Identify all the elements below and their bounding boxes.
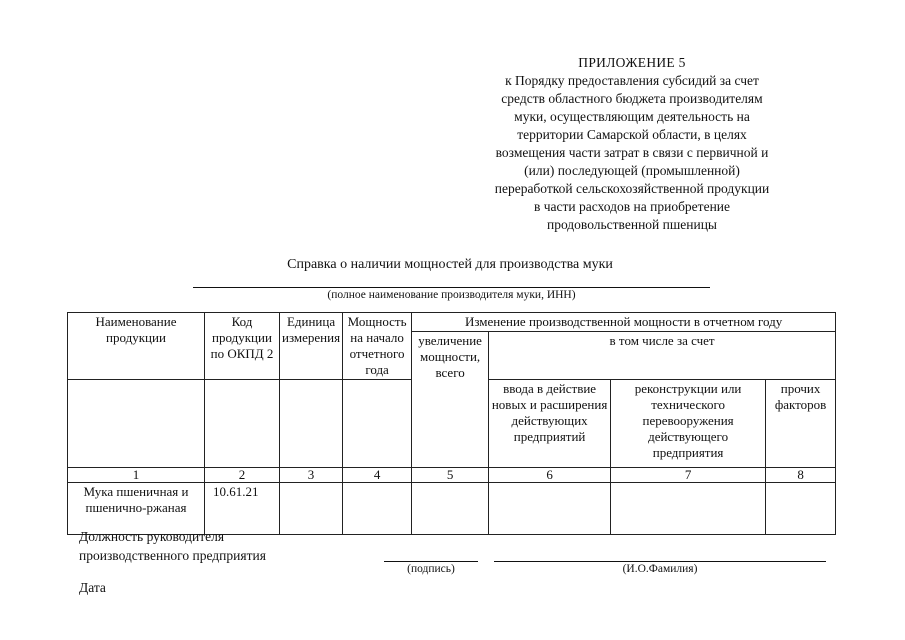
header-spacer: [205, 380, 280, 468]
date-label: Дата: [79, 580, 106, 595]
appendix-line: возмещения части затрат в связи с первичной и: [495, 145, 769, 160]
column-number: 2: [205, 468, 280, 483]
header-increase: увеличение мощности, всего: [412, 332, 489, 468]
appendix-line: средств областного бюджета производителям: [501, 91, 763, 106]
position-label-line2: производственного предприятия: [79, 548, 266, 563]
full-name-line[interactable]: [494, 561, 826, 562]
signature-line[interactable]: [384, 561, 478, 562]
cell-product-name: Мука пшеничная и пшенично-ржаная: [68, 483, 205, 535]
column-number: 8: [766, 468, 836, 483]
appendix-line: (или) последующей (промышленной): [524, 163, 740, 178]
header-reconstruction: реконструкции или технического перевооружения действующего предприятия: [611, 380, 766, 468]
cell-capacity[interactable]: [343, 483, 412, 535]
column-number: 1: [68, 468, 205, 483]
appendix-line: в части расходов на приобретение: [533, 199, 731, 214]
signature-caption: (подпись): [407, 563, 455, 575]
cell-other[interactable]: [766, 483, 836, 535]
full-name-caption: (И.О.Фамилия): [622, 563, 698, 575]
capacity-table: [67, 312, 836, 535]
cell-reconstruction[interactable]: [611, 483, 766, 535]
header-including: в том числе за счет: [489, 332, 836, 380]
producer-name-caption: (полное наименование производителя муки, ИНН): [327, 289, 576, 301]
column-number: 6: [489, 468, 611, 483]
appendix-line: переработкой сельскохозяйственной продукции: [494, 181, 770, 196]
header-change-group: Изменение производственной мощности в отчетном году: [412, 313, 836, 332]
header-unit: Единица измерения: [280, 313, 343, 380]
header-code: Код продукции по ОКПД 2: [205, 313, 280, 380]
header-other: прочих факторов: [766, 380, 836, 468]
header-spacer: [68, 380, 205, 468]
column-number: 5: [412, 468, 489, 483]
appendix-title: ПРИЛОЖЕНИЕ 5: [578, 55, 686, 70]
signature-block: [79, 527, 266, 565]
column-number: 3: [280, 468, 343, 483]
column-number: 4: [343, 468, 412, 483]
appendix-line: территории Самарской области, в целях: [517, 127, 747, 142]
header-spacer: [280, 380, 343, 468]
appendix-line: к Порядку предоставления субсидий за счет: [505, 73, 759, 88]
cell-increase[interactable]: [412, 483, 489, 535]
header-spacer: [343, 380, 412, 468]
appendix-header: [462, 54, 802, 234]
column-number: 7: [611, 468, 766, 483]
cell-unit[interactable]: [280, 483, 343, 535]
appendix-line: продовольственной пшеницы: [546, 217, 718, 232]
header-new-commissioning: ввода в действие новых и расширения действующих предприятий: [489, 380, 611, 468]
cell-new-commissioning[interactable]: [489, 483, 611, 535]
position-label-line1: Должность руководителя: [79, 529, 225, 544]
header-capacity: Мощность на начало отчетного года: [343, 313, 412, 380]
document-title: Справка о наличии мощностей для производства муки: [287, 257, 613, 272]
producer-name-line[interactable]: [193, 287, 710, 288]
header-product-name: Наименование продукции: [68, 313, 205, 380]
appendix-line: муки, осуществляющим деятельность на: [514, 109, 750, 124]
cell-code: 10.61.21: [205, 483, 280, 535]
